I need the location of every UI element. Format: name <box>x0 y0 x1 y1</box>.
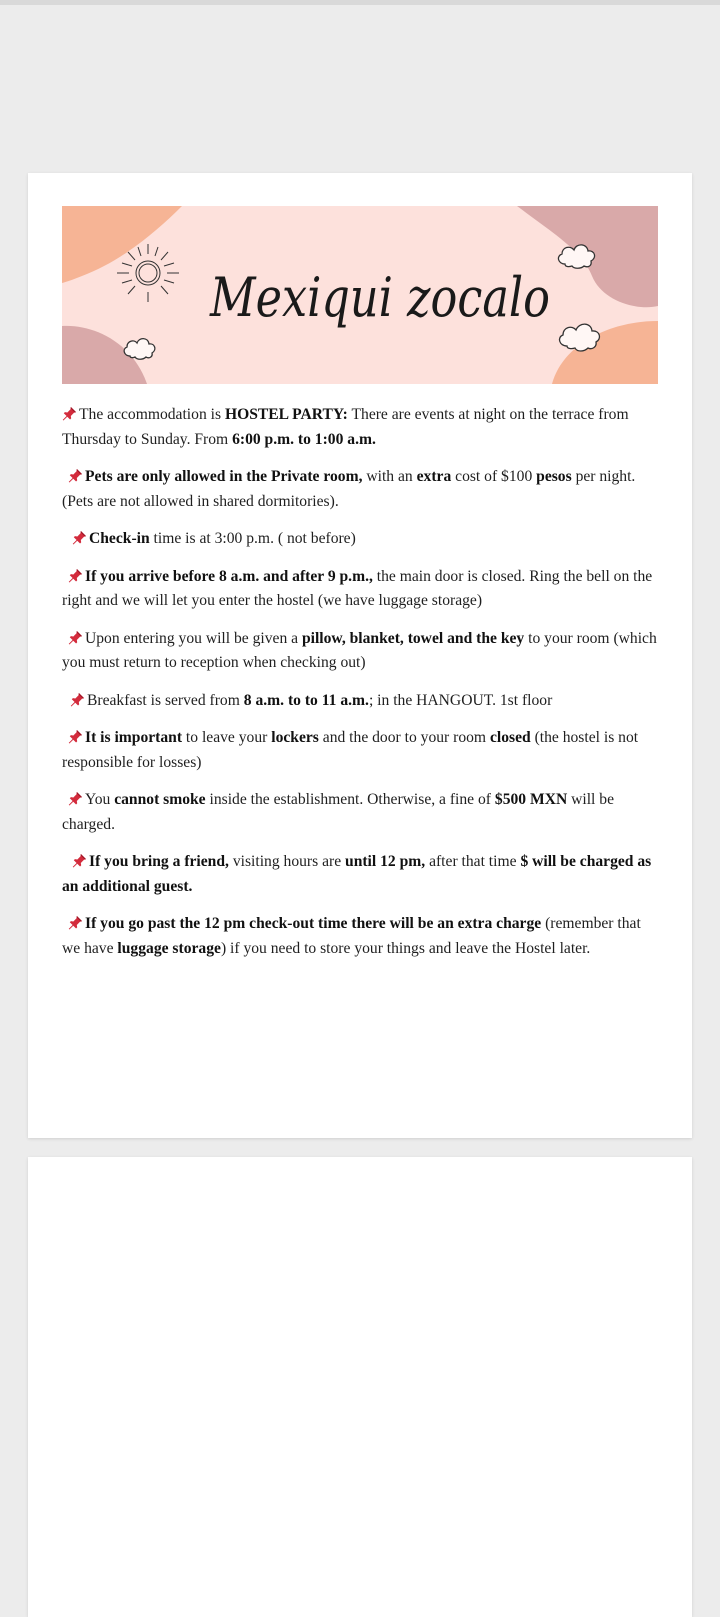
rule-text: visiting hours are <box>228 853 346 870</box>
rule-item <box>62 565 662 614</box>
rule-text: time is at 3:00 p.m. ( not before) <box>149 530 356 547</box>
rule-bold-text: pillow, blanket, towel and the key <box>301 629 525 647</box>
header-banner <box>62 206 658 384</box>
rule-text: to your room (which you must return to reception when checking out) <box>62 629 657 671</box>
pushpin-icon <box>70 692 85 707</box>
pushpin-icon <box>62 406 77 421</box>
rule-bold-text: extra <box>416 468 452 485</box>
rule-bold-text: until 12 pm, <box>345 853 426 870</box>
rule-bold-text: closed <box>489 729 531 746</box>
rule-bold-text: luggage storage <box>117 939 221 957</box>
house-rules-list <box>62 403 662 974</box>
rule-text: ) if you need to store your things and leave the Hostel later. <box>220 939 591 957</box>
rule-text: to leave your <box>182 729 272 746</box>
rule-bold-text: If you arrive before 8 a.m. and after 9 p.m., <box>85 567 373 585</box>
rule-bold-text: It is important <box>85 729 183 746</box>
rule-text: and the door to your room <box>318 729 490 746</box>
rule-text: cost of $100 <box>451 468 537 485</box>
top-status-strip <box>0 0 720 5</box>
rule-text: There are events at night on the terrace from Thursday to Sunday. From <box>62 406 629 448</box>
rule-bold-text: $500 MXN <box>494 791 568 808</box>
rule-text: will be charged. <box>62 791 614 833</box>
rule-bold-text: $ will be charged as an additional guest. <box>62 853 652 895</box>
rule-item <box>62 465 662 514</box>
rule-item <box>62 403 662 452</box>
rule-item <box>62 788 662 837</box>
rule-item <box>62 527 662 552</box>
rule-bold-text: Pets are only allowed in the Private room, <box>85 468 363 485</box>
rule-bold-text: 8 a.m. to to 11 a.m. <box>243 691 369 709</box>
banner-art <box>62 206 658 384</box>
document-page-1 <box>28 173 692 1138</box>
rule-text: inside the establishment. Otherwise, a fine of <box>205 791 495 808</box>
rule-text: Breakfast is served from <box>87 691 244 709</box>
rule-text: the main door is closed. Ring the bell on the right and we will let you enter the hostel (we have luggage storage) <box>62 567 653 609</box>
rule-bold-text: HOSTEL PARTY: <box>224 406 348 423</box>
rule-bold-text: If you go past the 12 pm check-out time there will be an extra charge <box>85 915 542 932</box>
rule-text: You <box>85 791 115 808</box>
rule-item <box>62 850 662 899</box>
rule-item <box>62 912 662 961</box>
banner-title: Mexiqui zocalo <box>209 266 551 329</box>
rule-text: per night. (Pets are not allowed in shared dormitories). <box>62 468 636 510</box>
peach-blob-top-left <box>62 206 182 283</box>
pushpin-icon <box>68 729 83 744</box>
rule-bold-text: If you bring a friend, <box>89 853 229 870</box>
cloud-icon <box>560 324 600 351</box>
document-page-2 <box>28 1157 692 1617</box>
rule-item <box>62 726 662 775</box>
rule-bold-text: Check-in <box>89 530 150 547</box>
pushpin-icon <box>68 468 83 483</box>
rule-bold-text: lockers <box>271 729 319 746</box>
rule-text: after that time <box>425 853 521 870</box>
rule-item <box>62 627 662 676</box>
rule-item <box>62 689 662 714</box>
cloud-icon <box>124 339 155 360</box>
rule-bold-text: pesos <box>536 468 572 485</box>
rule-bold-text: cannot smoke <box>114 791 206 808</box>
pushpin-icon <box>68 568 83 583</box>
rule-text: with an <box>362 468 417 485</box>
rule-text: (remember that we have <box>62 915 641 957</box>
rule-text: (the hostel is not responsible for losses) <box>62 729 639 771</box>
rule-text: ; in the HANGOUT. 1st floor <box>368 691 553 709</box>
pushpin-icon <box>68 791 83 806</box>
rule-text: Upon entering you will be given a <box>85 629 302 647</box>
pushpin-icon <box>68 630 83 645</box>
pushpin-icon <box>72 530 87 545</box>
rule-bold-text: 6:00 p.m. to 1:00 a.m. <box>232 430 376 448</box>
pushpin-icon <box>72 853 87 868</box>
pushpin-icon <box>68 915 83 930</box>
rule-text: The accommodation is <box>79 406 225 423</box>
